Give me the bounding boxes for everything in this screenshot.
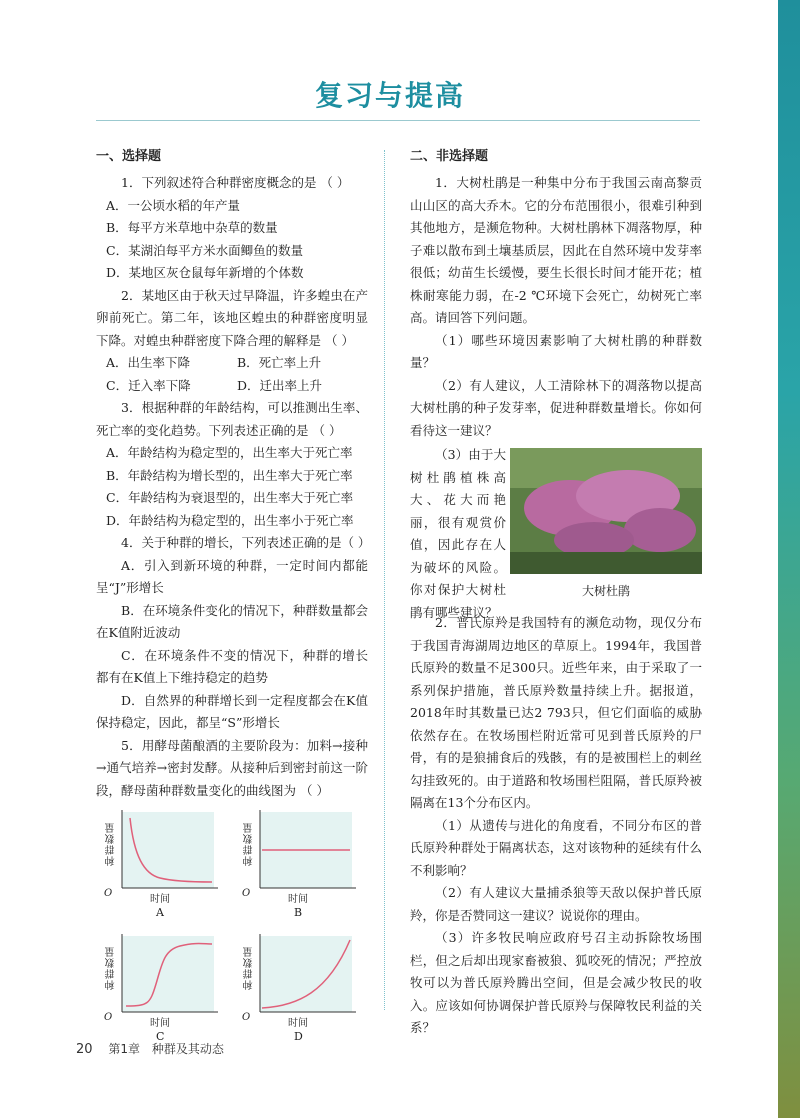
graph-c xyxy=(100,932,220,1050)
rq2-sub3: （3）许多牧民响应政府号召主动拆除牧场围栏，但之后却出现家畜被狼、狐咬死的情况；严控放牧可以为普氏原羚腾出空间，但是会减少牧民的收入。应该如何协调保护普氏原羚与保障牧民利益的关系？ xyxy=(410,930,702,1035)
page-footer xyxy=(76,1040,224,1057)
graph-b-letter: B xyxy=(294,906,303,919)
question-1-option-c: C．某湖泊每平方米水面鲫鱼的数量 xyxy=(106,242,304,258)
right-column xyxy=(410,146,702,1040)
graph-c-xlabel: 时间 xyxy=(150,1018,170,1029)
graph-c-letter: C xyxy=(156,1030,165,1043)
rq2-intro: 2．普氏原羚是我国特有的濒危动物，现仅分布于我国青海湖周边地区的草原上。1994年，我国普氏原羚的数量不足300只。近些年来，由于采取了一系列保护措施，普氏原羚数量持续上升。据报道，2018年时其数量已达2 793只，但它们面临的威胁依然存在。在牧场围栏附近常可见到普氏原羚的尸骨，有的是狼捕食后的残骸，有的是被围栏上的刺丝勾挂致死的。由于道路和牧场围栏阻隔，普氏原羚被隔离在13个分布区内。 xyxy=(410,615,702,810)
rq2-sub2: （2）有人建议大量捕杀狼等天敌以保护普氏原羚，你是否赞同这一建议？说说你的理由。 xyxy=(410,885,702,923)
question-1-option-d: D．某地区灰仓鼠每年新增的个体数 xyxy=(106,265,304,280)
chapter-label: 第1章 xyxy=(108,1042,141,1056)
question-2-option-c: C．迁入率下降 xyxy=(106,377,191,393)
section-heading-non-choice: 二、非选择题 xyxy=(410,149,489,164)
graph-d-xlabel: 时间 xyxy=(288,1018,308,1029)
rq1-sub2: （2）有人建议，人工清除林下的凋落物以提高大树杜鹃的种子发芽率，促进种群数量增长。你如何看待这一建议？ xyxy=(410,377,702,438)
rhododendron-illustration xyxy=(510,448,702,574)
question-2-options-row-2 xyxy=(96,375,368,398)
question-1-option-b: B．每平方米草地中杂草的数量 xyxy=(106,220,278,235)
question-4-stem: 4．关于种群的增长，下列表述正确的是（ ） xyxy=(121,535,371,550)
graph-d-letter: D xyxy=(294,1030,303,1043)
question-1-option-a: A．一公顷水稻的年产量 xyxy=(106,197,241,213)
question-4-option-b: B．在环境条件变化的情况下，种群数量都会在K值附近波动 xyxy=(96,602,368,640)
graph-a-xlabel: 时间 xyxy=(150,894,170,905)
graph-a-ylabel: 种群数量 xyxy=(106,822,117,866)
rq1-sub3: （3）由于大树杜鹃植株高大、花大而艳丽，很有观赏价值，因此存在人为破坏的风险。你对保护大树杜鹃有哪些建议？ xyxy=(410,447,506,620)
page-title: 复习与提高 xyxy=(314,79,465,112)
graph-d xyxy=(238,932,358,1050)
rq1-sub3-with-photo xyxy=(410,444,702,620)
photo-caption: 大树杜鹃 xyxy=(581,584,630,598)
question-4-option-c: C．在环境条件不变的情况下，种群的增长都有在K值上下维持稳定的趋势 xyxy=(96,647,368,685)
graph-d-area xyxy=(260,936,352,1012)
chapter-title: 种群及其动态 xyxy=(151,1042,224,1056)
rhododendron-photo xyxy=(510,448,702,574)
question-2-option-b: B．死亡率上升 xyxy=(237,355,322,370)
graph-b-ylabel: 种群数量 xyxy=(244,822,255,866)
growth-curve-graphs xyxy=(96,808,368,1058)
question-2-options-row-1 xyxy=(96,352,368,375)
graph-c-ylabel: 种群数量 xyxy=(106,946,117,990)
section-heading-choice: 一、选择题 xyxy=(96,149,162,164)
question-4-option-d: D．自然界的种群增长到一定程度都会在K值保持稳定，因此，都呈“S”形增长 xyxy=(96,692,368,730)
rq2-sub1: （1）从遗传与进化的角度看，不同分布区的普氏原羚种群处于隔离状态，这对该物种的延续有什么不利影响？ xyxy=(410,817,702,878)
title-rule xyxy=(96,120,700,121)
rq1-intro: 1．大树杜鹃是一种集中分布于我国云南高黎贡山山区的高大乔木。它的分布范围很小，很难引种到其他地方，是濒危物种。大树杜鹃林下凋落物厚，种子难以散布到土壤基质层，因此在自然环境中发芽率很低；幼苗生长缓慢，要生长很长时间才能开花；植株耐寒能力弱，在-2 ℃环境下会死亡，幼树死亡率高。请回答下列问题。 xyxy=(410,175,702,325)
graph-d-origin: O xyxy=(242,1012,251,1023)
left-column xyxy=(96,146,371,1058)
blossom-cluster-3 xyxy=(624,508,696,552)
question-2-option-d: D．迁出率上升 xyxy=(237,377,323,393)
graph-a-letter: A xyxy=(156,906,164,919)
graph-c-origin: O xyxy=(104,1012,113,1023)
rq1-sub1: （1）哪些环境因素影响了大树杜鹃的种群数量？ xyxy=(410,332,702,370)
question-3-option-d: D．年龄结构为稳定型的，出生率小于死亡率 xyxy=(106,512,354,528)
question-3-option-c: C．年龄结构为衰退型的，出生率大于死亡率 xyxy=(106,490,354,505)
graph-a xyxy=(100,808,220,926)
rq1-sub3-text xyxy=(410,444,506,624)
question-4-option-a: A．引入到新环境的种群，一定时间内都能呈“J”形增长 xyxy=(96,557,368,595)
question-1-stem: 1．下列叙述符合种群密度概念的是 （ ） xyxy=(121,175,350,190)
question-5-stem: 5．用酵母菌酿酒的主要阶段为：加料→接种→通气培养→密封发酵。从接种后到密封前这一阶段，酵母菌种群数量变化的曲线图为 （ ） xyxy=(96,737,368,798)
page-number: 20 xyxy=(76,1042,93,1057)
graph-a-origin: O xyxy=(104,888,113,899)
column-divider xyxy=(384,150,385,1010)
graph-d-ylabel: 种群数量 xyxy=(244,946,255,990)
graph-b xyxy=(238,808,358,926)
graph-c-area xyxy=(122,936,214,1012)
question-3-option-b: B．年龄结构为增长型的，出生率大于死亡率 xyxy=(106,467,353,483)
photo-ground xyxy=(510,552,702,574)
question-2-option-a: A．出生率下降 xyxy=(106,355,191,370)
question-3-stem: 3．根据种群的年龄结构，可以推测出生率、死亡率的变化趋势。下列表述正确的是 （ ） xyxy=(96,400,368,438)
question-3-option-a: A．年龄结构为稳定型的，出生率大于死亡率 xyxy=(106,445,353,460)
graph-b-xlabel: 时间 xyxy=(288,894,308,905)
question-2-stem: 2．某地区由于秋天过早降温，许多蝗虫在产卵前死亡。第二年，该地区蝗虫的种群密度明显下降。对蝗虫种群密度下降合理的解释是 （ ） xyxy=(96,287,368,348)
page-edge-strip xyxy=(778,0,800,1118)
graph-b-origin: O xyxy=(242,888,251,899)
